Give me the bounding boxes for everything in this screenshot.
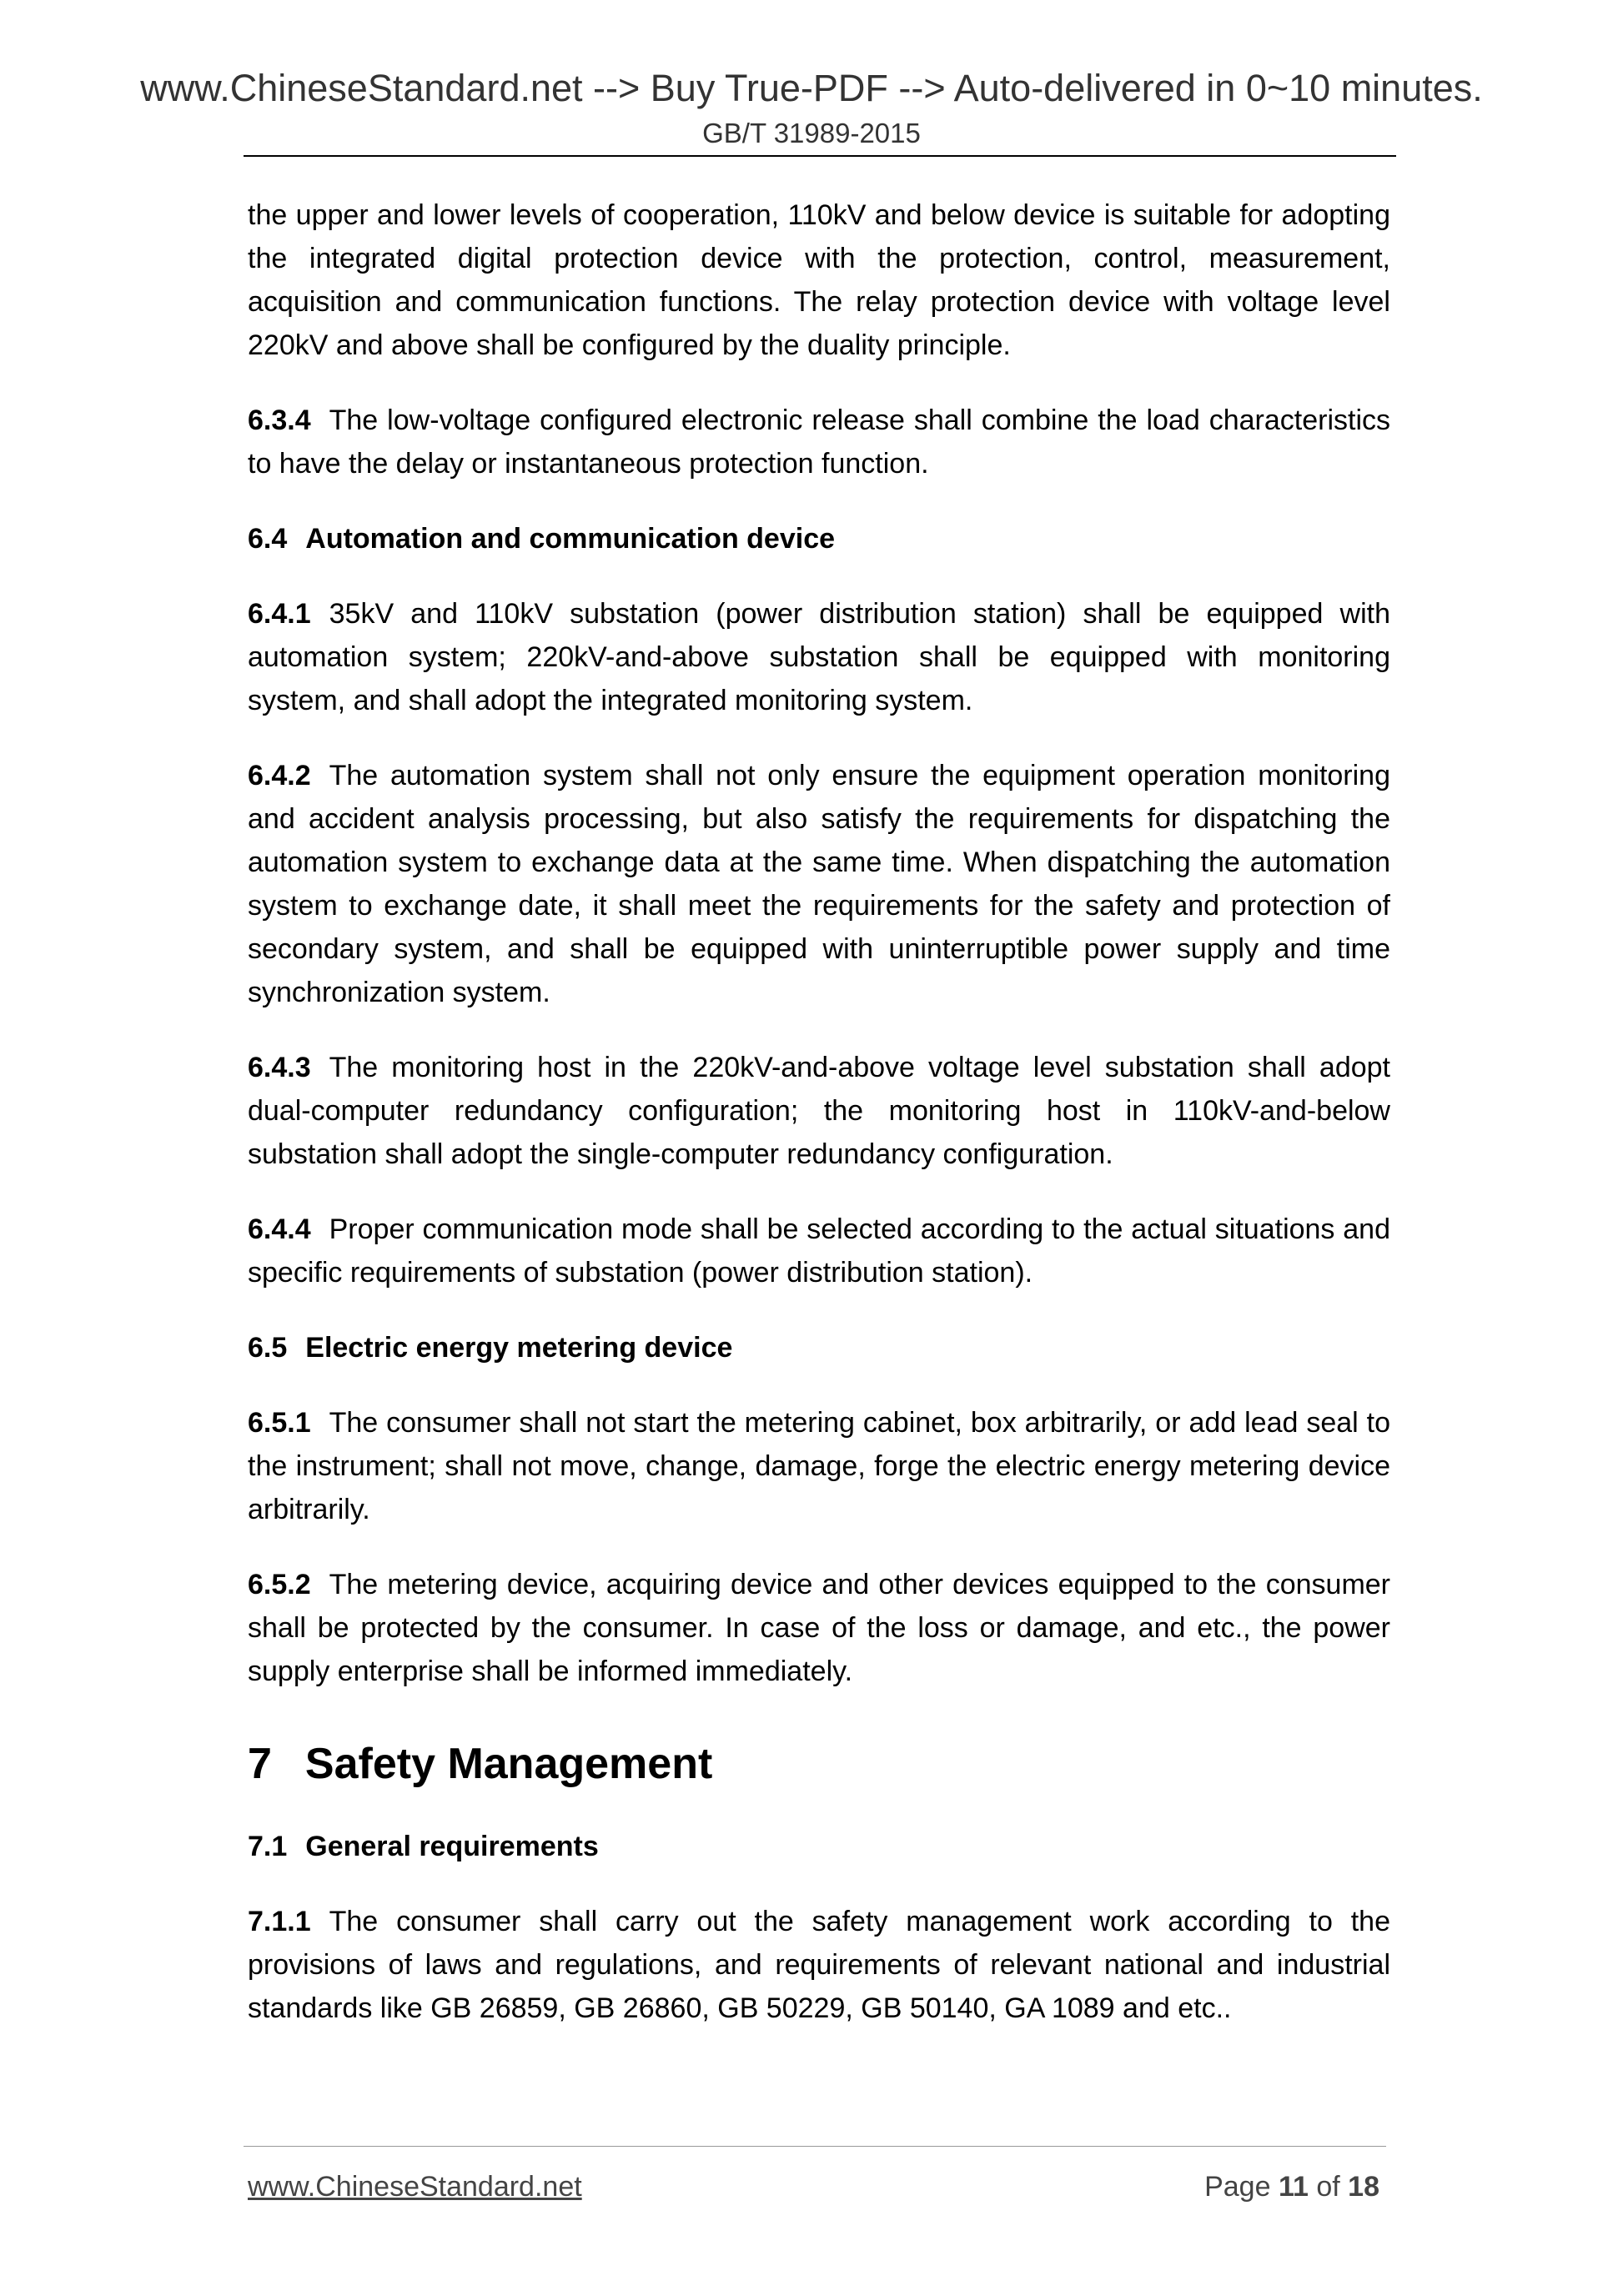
- clause-7-1-1: [248, 1900, 1390, 2030]
- page-word: Page: [1204, 2171, 1271, 2203]
- clause-number: 6.3.4: [248, 404, 311, 436]
- clause-6-5-2: [248, 1563, 1390, 1693]
- clause-6-3-4: [248, 399, 1390, 485]
- chapter-7-heading: [248, 1735, 1390, 1793]
- clause-number: 6.4.4: [248, 1213, 311, 1245]
- total-pages: 18: [1348, 2171, 1379, 2203]
- footer-site-link[interactable]: www.ChineseStandard.net: [248, 2171, 582, 2203]
- footer-divider: [244, 2146, 1386, 2147]
- clause-text: The automation system shall not only ensure the equipment operation monitoring and accident analysis processing, but also satisfy the requirements for dispatching the automation system to exchange data at the same time. When dispatching the automation system to exchange date, it shall meet the requirements for the safety and protection of secondary system, and shall be equipped with uninterruptible power supply and time synchronization system.: [248, 760, 1390, 1008]
- section-number: 6.5: [248, 1332, 288, 1364]
- section-6-5-heading: [248, 1326, 1390, 1369]
- paragraph-intro: [248, 193, 1390, 367]
- clause-number: 6.5.1: [248, 1407, 311, 1439]
- section-title: Electric energy metering device: [305, 1332, 733, 1364]
- page-of-word: of: [1316, 2171, 1340, 2203]
- clause-number: 6.4.1: [248, 598, 311, 630]
- header-divider: [244, 155, 1396, 157]
- clause-6-4-1: [248, 592, 1390, 722]
- section-number: 6.4: [248, 523, 288, 555]
- clause-6-5-1: [248, 1401, 1390, 1531]
- clause-text: The consumer shall not start the metering cabinet, box arbitrarily, or add lead seal to the instrument; shall not move, change, damage, forge the electric energy metering device arbitrarily.: [248, 1407, 1390, 1525]
- section-7-1-heading: [248, 1825, 1390, 1868]
- paragraph-intro-text: the upper and lower levels of cooperation, 110kV and below device is suitable for adopting the integrated digital protection device with the protection, control, measurement, acquisition and communication functions. The relay protection device with voltage level 220kV and above shall be configured by the duality principle.: [248, 199, 1390, 361]
- clause-number: 6.4.3: [248, 1052, 311, 1083]
- section-title: General requirements: [305, 1831, 599, 1862]
- clause-text: The monitoring host in the 220kV-and-above voltage level substation shall adopt dual-computer redundancy configuration; the monitoring host in 110kV-and-below substation shall adopt the single-computer redundancy configuration.: [248, 1052, 1390, 1170]
- clause-number: 6.4.2: [248, 760, 311, 791]
- current-page-number: 11: [1278, 2171, 1309, 2203]
- clause-6-4-2: [248, 754, 1390, 1014]
- clause-text: Proper communication mode shall be selected according to the actual situations and specific requirements of substation (power distribution station).: [248, 1213, 1390, 1289]
- section-number: 7.1: [248, 1831, 288, 1862]
- clause-text: 35kV and 110kV substation (power distribution station) shall be equipped with automation system; 220kV-and-above substation shall be equipped with monitoring system, and shall adopt the integrated monitoring system.: [248, 598, 1390, 716]
- chapter-title: Safety Management: [304, 1740, 713, 1788]
- standard-code: GB/T 31989-2015: [702, 118, 921, 148]
- document-body: [248, 193, 1390, 2062]
- clause-text: The metering device, acquiring device and other devices equipped to the consumer shall be protected by the consumer. In case of the loss or damage, and etc., the power supply enterprise shall be informed immediately.: [248, 1569, 1390, 1687]
- clause-6-4-3: [248, 1046, 1390, 1176]
- clause-text: The low-voltage configured electronic release shall combine the load characteristics to have the delay or instantaneous protection function.: [248, 404, 1390, 480]
- section-6-4-heading: [248, 517, 1390, 560]
- section-title: Automation and communication device: [305, 523, 836, 555]
- clause-number: 7.1.1: [248, 1906, 311, 1937]
- chapter-number: 7: [248, 1740, 272, 1788]
- site-banner[interactable]: www.ChineseStandard.net --> Buy True-PDF --> Auto-delivered in 0~10 minutes.: [140, 67, 1483, 109]
- clause-text: The consumer shall carry out the safety management work according to the provisions of laws and regulations, and requirements of relevant national and industrial standards like GB 26859, GB 26860, GB 50229, GB 50140, GA 1089 and etc..: [248, 1906, 1390, 2024]
- page-indicator: [1204, 2168, 1379, 2205]
- clause-6-4-4: [248, 1208, 1390, 1294]
- clause-number: 6.5.2: [248, 1569, 311, 1600]
